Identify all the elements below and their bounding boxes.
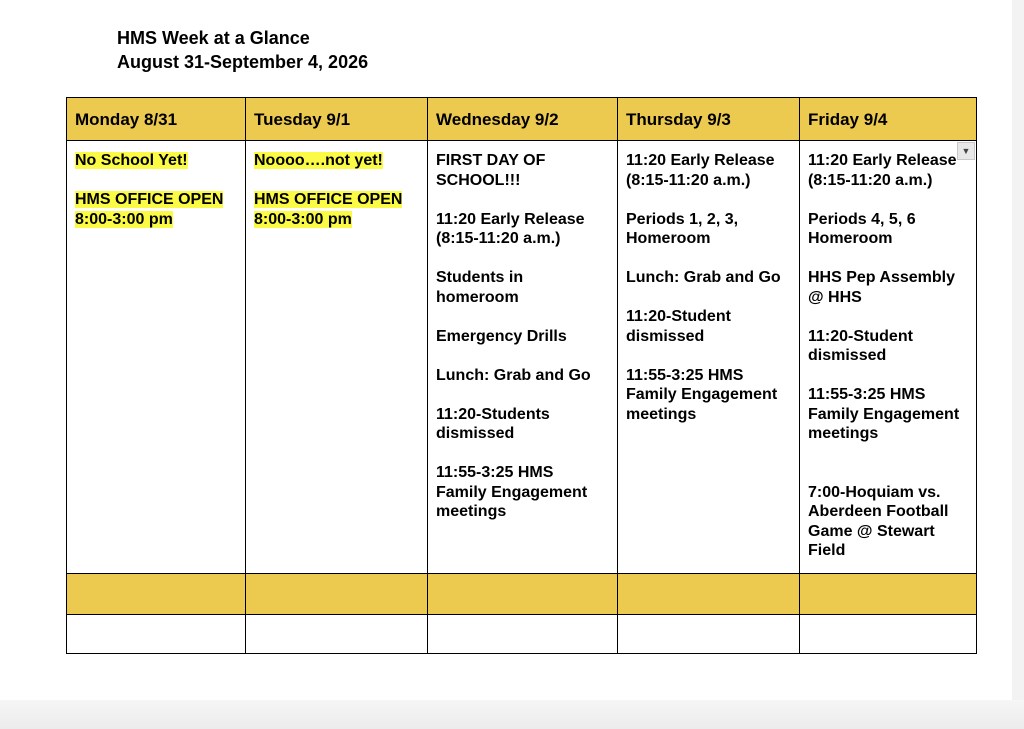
empty-cell[interactable] (800, 615, 977, 654)
friday-periods: Periods 4, 5, 6 Homeroom (808, 210, 916, 247)
empty-cell[interactable] (428, 615, 618, 654)
thursday-lunch: Lunch: Grab and Go (626, 269, 781, 286)
wednesday-family-engagement: 11:55-3:25 HMS Family Engagement meetings (436, 464, 588, 520)
tuesday-office-hours: 8:00-3:00 pm (254, 210, 352, 228)
header-wednesday[interactable]: Wednesday 9/2 (428, 98, 618, 141)
scrollbar-track[interactable] (1012, 0, 1024, 729)
header-thursday[interactable]: Thursday 9/3 (618, 98, 800, 141)
thursday-early-release: 11:20 Early Release (8:15-11:20 a.m.) (626, 152, 775, 189)
wednesday-drills: Emergency Drills (436, 327, 567, 345)
monday-note: No School Yet! (75, 152, 188, 169)
header-row (67, 98, 977, 141)
empty-cell[interactable] (67, 574, 246, 615)
wednesday-early-release: 11:20 Early Release (8:15-11:20 a.m.) (436, 210, 585, 247)
cell-friday[interactable] (800, 141, 977, 574)
header-tuesday[interactable]: Tuesday 9/1 (246, 98, 428, 141)
empty-cell[interactable] (800, 574, 977, 615)
monday-office-open: HMS OFFICE OPEN (75, 191, 224, 208)
thursday-periods: Periods 1, 2, 3, Homeroom (626, 210, 739, 247)
tuesday-note: Noooo….not yet! (254, 152, 383, 169)
friday-family-engagement: 11:55-3:25 HMS Family Engagement meetings (808, 386, 960, 442)
wednesday-lunch: Lunch: Grab and Go (436, 366, 591, 384)
empty-cell[interactable] (246, 615, 428, 654)
tuesday-office-open: HMS OFFICE OPEN (254, 191, 403, 208)
header-monday[interactable]: Monday 8/31 (67, 98, 246, 141)
cell-wednesday[interactable] (428, 141, 618, 574)
friday-pep-assembly: HHS Pep Assembly @ HHS (808, 269, 956, 306)
friday-football-game: 7:00-Hoquiam vs. Aberdeen Football Game @ Stewart Field (808, 483, 949, 559)
dropdown-arrow-icon[interactable]: ▼ (957, 142, 975, 160)
empty-cell[interactable] (618, 615, 800, 654)
wednesday-dismissed: 11:20-Students dismissed (436, 405, 550, 442)
header-friday[interactable]: Friday 9/4 (800, 98, 977, 141)
empty-cell[interactable] (246, 574, 428, 615)
cell-monday[interactable] (67, 141, 246, 574)
wednesday-homeroom: Students in homeroom (436, 269, 524, 306)
cell-thursday[interactable] (618, 141, 800, 574)
cell-tuesday[interactable] (246, 141, 428, 574)
empty-white-row (67, 615, 977, 654)
wednesday-first-day: FIRST DAY OF SCHOOL!!! (436, 152, 546, 189)
monday-office-hours: 8:00-3:00 pm (75, 210, 173, 228)
week-at-a-glance-table (66, 97, 977, 654)
friday-early-release: 11:20 Early Release (8:15-11:20 a.m.) (808, 152, 957, 189)
thursday-dismissed: 11:20-Student dismissed (626, 308, 731, 345)
content-row (67, 141, 977, 574)
thursday-family-engagement: 11:55-3:25 HMS Family Engagement meetings (626, 366, 778, 423)
document-title (117, 26, 368, 74)
empty-gold-row (67, 574, 977, 615)
empty-cell[interactable] (618, 574, 800, 615)
empty-cell[interactable] (428, 574, 618, 615)
page-bottom-shadow (0, 700, 1024, 729)
title-line-1: HMS Week at a Glance (117, 28, 310, 48)
empty-cell[interactable] (67, 615, 246, 654)
title-line-2: August 31-September 4, 2026 (117, 52, 369, 72)
friday-dismissed: 11:20-Student dismissed (808, 327, 913, 364)
